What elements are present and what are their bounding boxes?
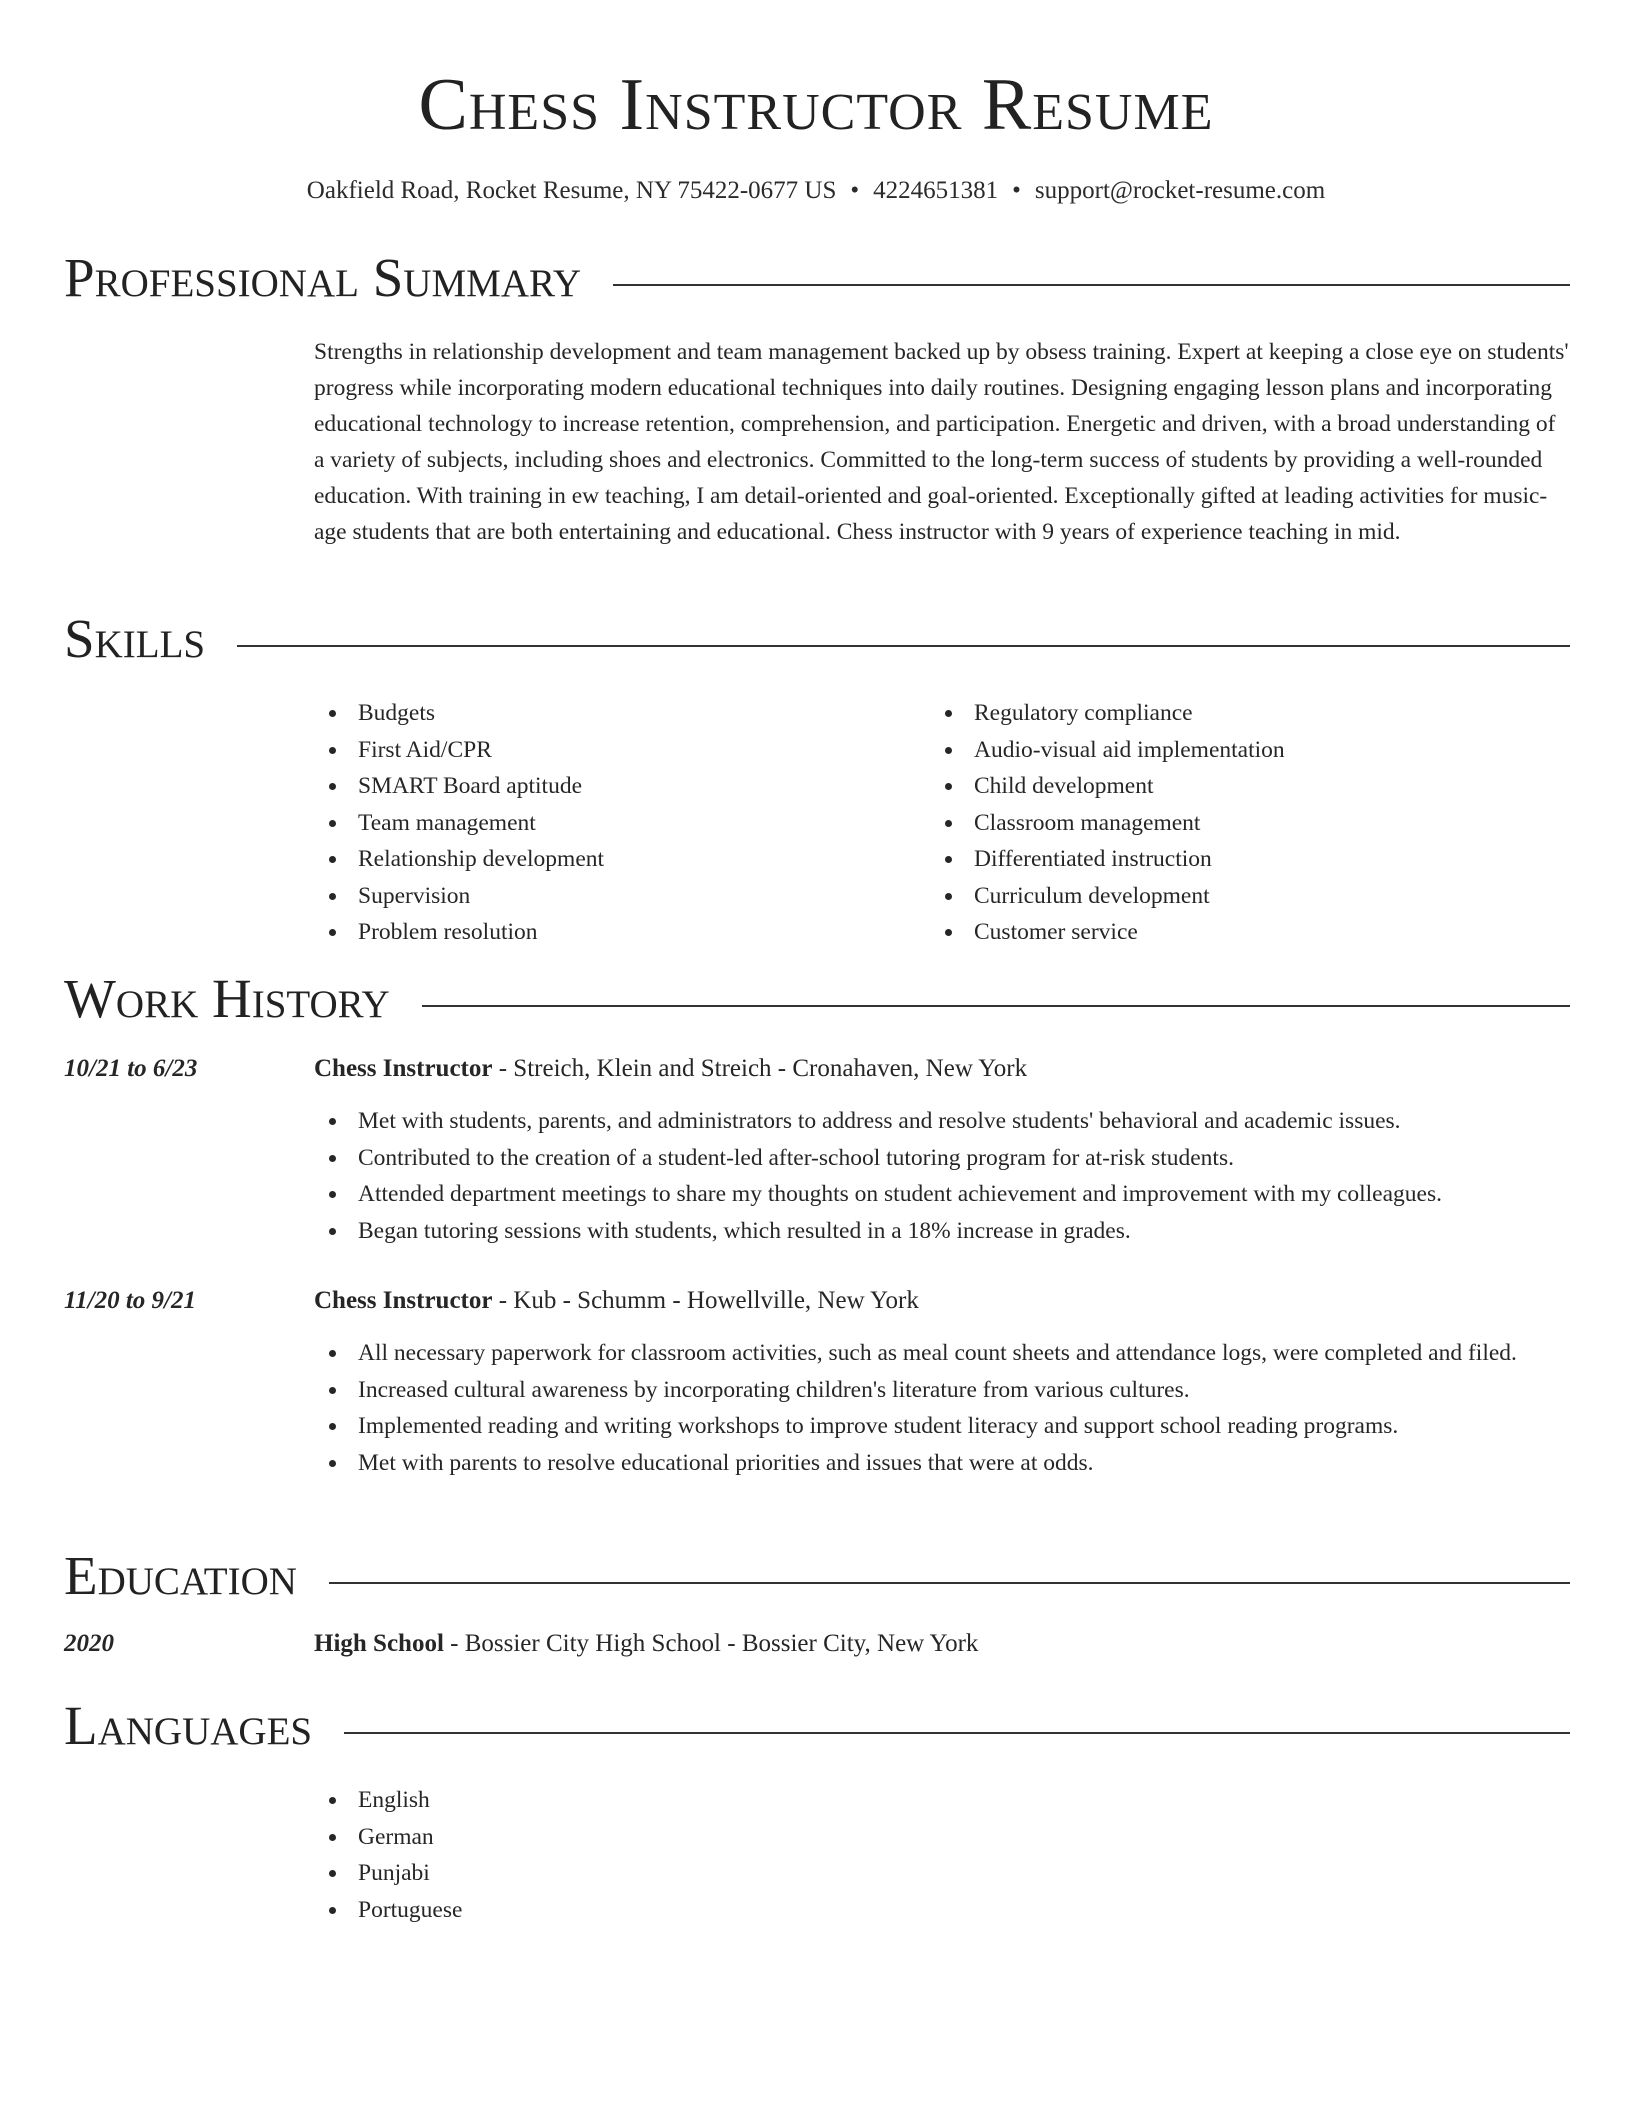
- job-entry: [64, 1051, 1570, 1249]
- resume-title: Chess Instructor Resume: [418, 64, 1214, 146]
- education-detail: - Bossier City High School - Bossier City, New York: [443, 1630, 979, 1657]
- skills-header: [64, 608, 1570, 675]
- job-bullet: Met with parents to resolve educational priorities and issues that were at odds.: [314, 1445, 1570, 1482]
- language-item: Portuguese: [314, 1892, 1570, 1929]
- job-entry: [64, 1283, 1570, 1481]
- job-role: Chess Instructor: [314, 1287, 493, 1314]
- job-bullet: Contributed to the creation of a student-led after-school tutoring program for at-risk students.: [314, 1140, 1570, 1177]
- education-heading-line: [314, 1626, 1570, 1662]
- summary-header: [64, 247, 1570, 314]
- job-bullet: Began tutoring sessions with students, which resulted in a 18% increase in grades.: [314, 1213, 1570, 1250]
- skill-item: Customer service: [930, 914, 1546, 951]
- job-bullets: [314, 1103, 1570, 1249]
- job-heading: [314, 1283, 1570, 1319]
- skill-item: Curriculum development: [930, 878, 1546, 915]
- education-entry: [64, 1626, 1570, 1662]
- languages-heading: Languages: [64, 1696, 344, 1756]
- job-bullet: All necessary paperwork for classroom activities, such as meal count sheets and attendance logs, were completed and filed.: [314, 1335, 1570, 1372]
- education-year: 2020: [64, 1630, 114, 1657]
- job-role: Chess Instructor: [314, 1055, 493, 1082]
- contact-separator: •: [850, 177, 860, 204]
- skills-heading: Skills: [64, 609, 237, 669]
- skills-list-left: [314, 695, 930, 951]
- section-divider: [64, 645, 1570, 647]
- skills-body: [314, 695, 1570, 951]
- job-bullet: Increased cultural awareness by incorporating children's literature from various cultures.: [314, 1372, 1570, 1409]
- job-detail: - Kub - Schumm - Howellville, New York: [492, 1287, 919, 1314]
- job-bullets: [314, 1335, 1570, 1481]
- contact-line: [0, 173, 1632, 209]
- skill-item: First Aid/CPR: [314, 732, 930, 769]
- education-header: [64, 1545, 1570, 1612]
- work-history-section: [64, 968, 1570, 1481]
- skill-item: Supervision: [314, 878, 930, 915]
- language-item: English: [314, 1782, 1570, 1819]
- job-dates: 11/20 to 9/21: [64, 1287, 196, 1314]
- languages-header: [64, 1695, 1570, 1762]
- skill-item: Team management: [314, 805, 930, 842]
- job-detail: - Streich, Klein and Streich - Cronahaven, New York: [492, 1055, 1028, 1082]
- job-bullet: Attended department meetings to share my thoughts on student achievement and improvement with my colleagues.: [314, 1176, 1570, 1213]
- skill-item: Regulatory compliance: [930, 695, 1546, 732]
- education-section: [64, 1545, 1570, 1662]
- education-heading: Education: [64, 1546, 329, 1606]
- summary-heading: Professional Summary: [64, 248, 613, 308]
- contact-address: Oakfield Road, Rocket Resume, NY 75422-0677 US: [306, 177, 837, 204]
- job-bullet: Implemented reading and writing workshops to improve student literacy and support school reading programs.: [314, 1408, 1570, 1445]
- skill-item: Classroom management: [930, 805, 1546, 842]
- skill-item: Audio-visual aid implementation: [930, 732, 1546, 769]
- skill-item: Child development: [930, 768, 1546, 805]
- skills-list-right: [930, 695, 1546, 951]
- languages-section: [64, 1695, 1570, 1928]
- skill-item: Problem resolution: [314, 914, 930, 951]
- skills-section: [64, 608, 1570, 951]
- summary-text: Strengths in relationship development and team management backed up by obsess training. Expert at keeping a close eye on students' progress while incorporating modern educational techniques into daily routines. Designing engaging lesson plans and incorporating educational technology to increase retention, comprehension, and participation. Energetic and driven, with a broad understanding of a variety of subjects, including shoes and electronics. Committed to the long-term success of students by providing a well-rounded education. With training in ew teaching, I am detail-oriented and goal-oriented. Exceptionally gifted at leading activities for music-age students that are both entertaining and educational. Chess instructor with 9 years of experience teaching in mid.: [314, 339, 1569, 545]
- work-history-header: [64, 968, 1570, 1035]
- skill-item: Relationship development: [314, 841, 930, 878]
- job-bullet: Met with students, parents, and administrators to address and resolve students' behavioral and academic issues.: [314, 1103, 1570, 1140]
- contact-separator: •: [1012, 177, 1021, 204]
- job-heading: [314, 1051, 1570, 1087]
- skill-item: SMART Board aptitude: [314, 768, 930, 805]
- language-item: Punjabi: [314, 1855, 1570, 1892]
- education-degree: High School: [314, 1630, 444, 1657]
- summary-body: [314, 334, 1570, 550]
- job-dates: 10/21 to 6/23: [64, 1055, 198, 1082]
- skill-item: Differentiated instruction: [930, 841, 1546, 878]
- skill-item: Budgets: [314, 695, 930, 732]
- languages-list: [314, 1782, 1570, 1928]
- work-history-heading: Work History: [64, 969, 422, 1029]
- summary-section: [64, 247, 1570, 550]
- contact-phone: 4224651381: [873, 177, 999, 204]
- contact-email: support@rocket-resume.com: [1034, 177, 1326, 204]
- language-item: German: [314, 1819, 1570, 1856]
